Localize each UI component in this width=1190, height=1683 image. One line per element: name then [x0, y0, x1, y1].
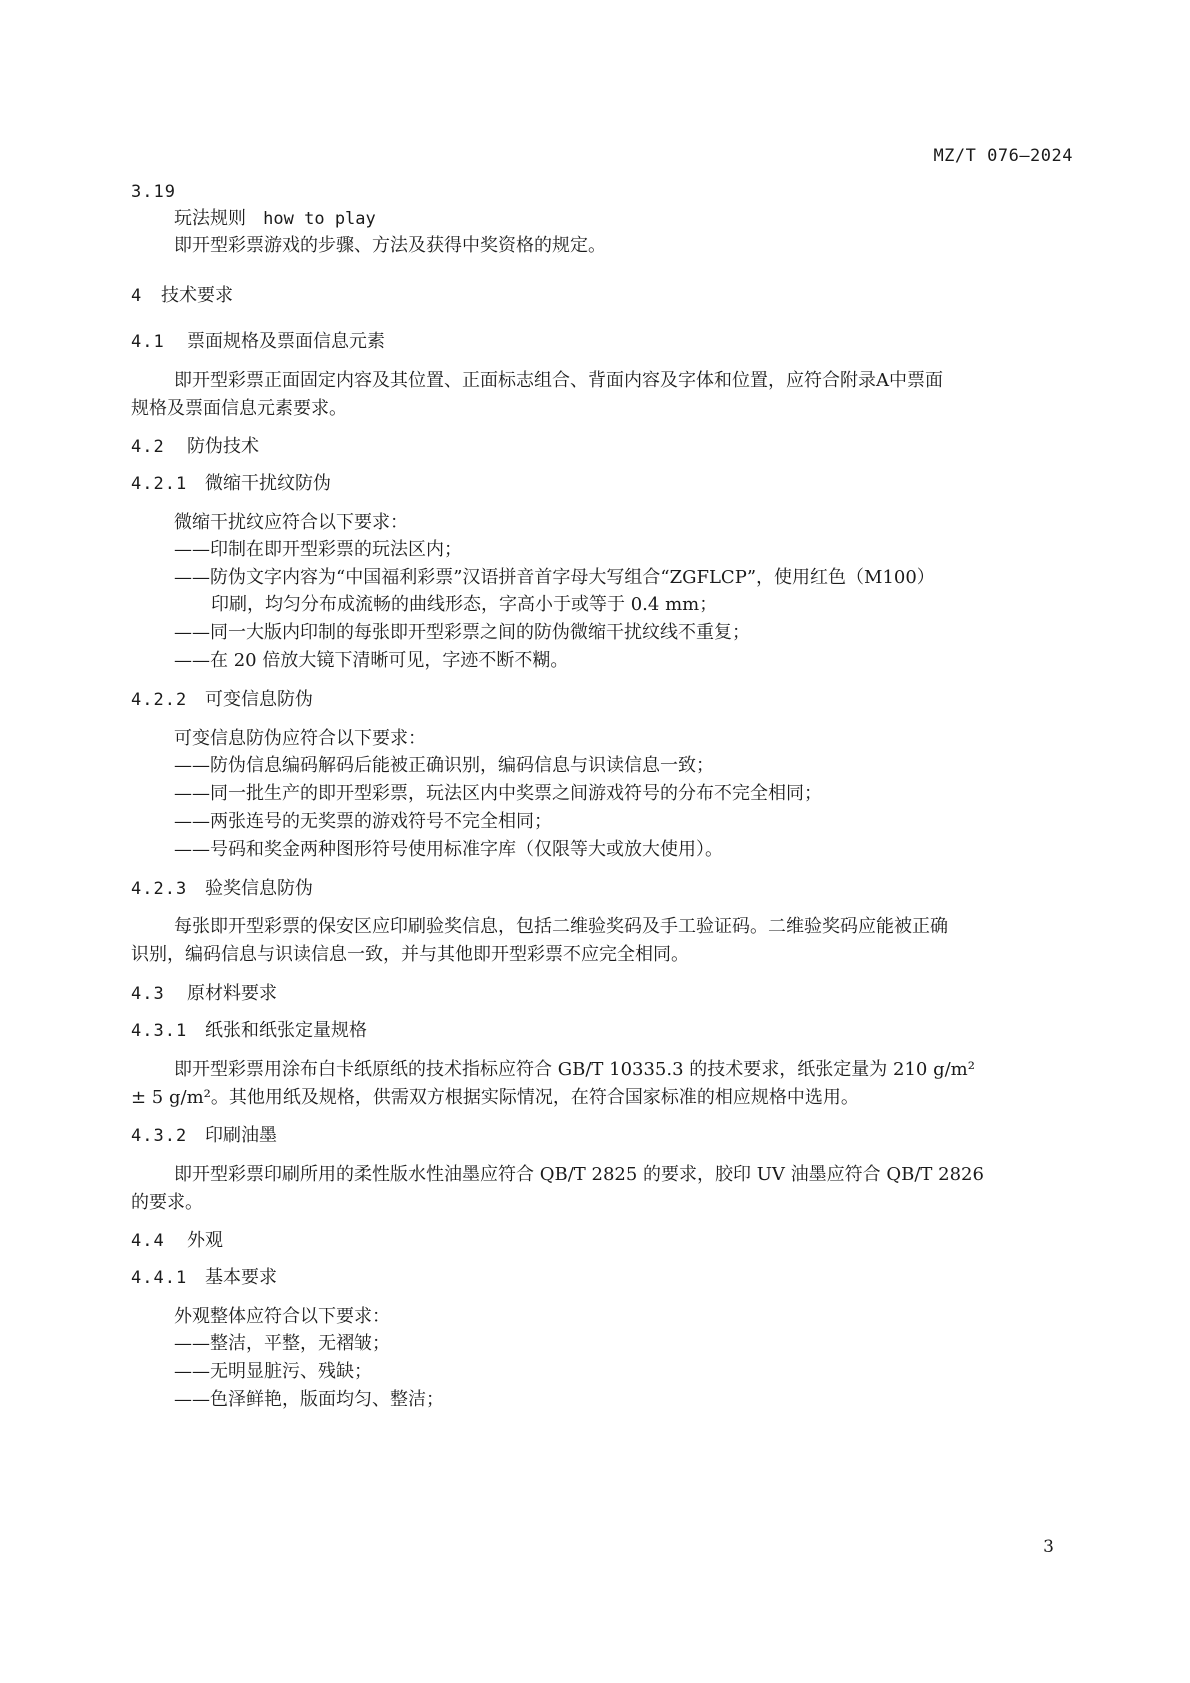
list-intro: 可变信息防伪应符合以下要求： — [174, 728, 426, 749]
list-item: ——印制在即开型彩票的玩法区内； — [174, 539, 462, 560]
list-item: ——两张连号的无奖票的游戏符号不完全相同； — [174, 811, 552, 832]
list-intro: 外观整体应符合以下要求： — [174, 1306, 390, 1327]
section-heading-4-3 — [131, 983, 277, 1005]
section-heading-4-2-1 — [131, 473, 331, 495]
section-title: 基本要求 — [205, 1267, 277, 1288]
section-title: 纸张和纸张定量规格 — [205, 1020, 367, 1041]
section-number: 4.3.2 — [131, 1126, 188, 1146]
section-title: 技术要求 — [161, 285, 233, 306]
section-number: 4.4.1 — [131, 1268, 188, 1288]
section-number: 4.4 — [131, 1231, 165, 1251]
section-number: 4 — [131, 286, 143, 306]
section-number: 4.3.1 — [131, 1021, 188, 1041]
section-title: 原材料要求 — [187, 983, 277, 1004]
section-title: 票面规格及票面信息元素 — [187, 331, 385, 352]
paragraph-line: 即开型彩票正面固定内容及其位置、正面标志组合、背面内容及字体和位置，应符合附录A中票面 — [174, 370, 943, 391]
section-number: 4.2.3 — [131, 879, 188, 899]
paragraph-line: ± 5 g/m²。其他用纸及规格，供需双方根据实际情况，在符合国家标准的相应规格中选用。 — [131, 1087, 859, 1108]
term-chinese: 玩法规则 — [174, 208, 246, 229]
section-title: 印刷油墨 — [205, 1125, 277, 1146]
list-item: ——在 20 倍放大镜下清晰可见，字迹不断不糊。 — [174, 650, 569, 671]
section-title: 防伪技术 — [187, 436, 259, 457]
section-number-3-19: 3.19 — [131, 182, 176, 202]
paragraph-line: 每张即开型彩票的保安区应印刷验奖信息，包括二维验奖码及手工验证码。二维验奖码应能被正确 — [174, 916, 948, 937]
section-title: 微缩干扰纹防伪 — [205, 473, 331, 494]
section-heading-4-2-2 — [131, 689, 313, 711]
list-item: ——整洁，平整，无褶皱； — [174, 1333, 390, 1354]
list-intro: 微缩干扰纹应符合以下要求： — [174, 512, 408, 533]
section-title: 可变信息防伪 — [205, 689, 313, 710]
list-item: ——同一批生产的即开型彩票，玩法区内中奖票之间游戏符号的分布不完全相同； — [174, 783, 822, 804]
section-heading-4-1 — [131, 331, 385, 353]
list-item: ——防伪文字内容为“中国福利彩票”汉语拼音首字母大写组合“ZGFLCP”，使用红色（M100） — [174, 567, 935, 588]
standard-number: MZ/T 076—2024 — [933, 146, 1073, 166]
list-item: ——号码和奖金两种图形符号使用标准字库（仅限等大或放大使用）。 — [174, 839, 723, 860]
section-number: 4.2.1 — [131, 474, 188, 494]
section-heading-4-2-3 — [131, 878, 313, 900]
section-heading-4-4-1 — [131, 1267, 277, 1289]
list-item: ——无明显脏污、残缺； — [174, 1361, 372, 1382]
paragraph-line: 规格及票面信息元素要求。 — [131, 398, 347, 419]
section-title: 验奖信息防伪 — [205, 878, 313, 899]
list-item-continuation: 印刷，均匀分布成流畅的曲线形态，字高小于或等于 0.4 mm； — [211, 594, 718, 615]
list-item: ——防伪信息编码解码后能被正确识别，编码信息与识读信息一致； — [174, 755, 714, 776]
section-heading-4-2 — [131, 436, 259, 458]
section-title: 外观 — [187, 1230, 223, 1251]
paragraph-line: 的要求。 — [131, 1192, 203, 1213]
term-entry — [174, 208, 376, 230]
paragraph-line: 识别，编码信息与识读信息一致，并与其他即开型彩票不应完全相同。 — [131, 944, 689, 965]
section-number: 4.2.2 — [131, 690, 188, 710]
section-number: 4.1 — [131, 332, 165, 352]
paragraph-line: 即开型彩票用涂布白卡纸原纸的技术指标应符合 GB/T 10335.3 的技术要求，纸张定量为 210 g/m² — [174, 1059, 975, 1080]
list-item: ——同一大版内印制的每张即开型彩票之间的防伪微缩干扰纹线不重复； — [174, 622, 750, 643]
section-heading-4-3-1 — [131, 1020, 367, 1042]
term-definition: 即开型彩票游戏的步骤、方法及获得中奖资格的规定。 — [174, 235, 606, 256]
paragraph-line: 即开型彩票印刷所用的柔性版水性油墨应符合 QB/T 2825 的要求，胶印 UV 油墨应符合 QB/T 2826 — [174, 1164, 984, 1185]
term-english: how to play — [263, 209, 376, 229]
section-heading-4 — [131, 285, 233, 307]
section-heading-4-3-2 — [131, 1125, 277, 1147]
list-item: ——色泽鲜艳，版面均匀、整洁； — [174, 1389, 444, 1410]
page-number: 3 — [1043, 1537, 1054, 1557]
section-number: 4.3 — [131, 984, 165, 1004]
section-heading-4-4 — [131, 1230, 223, 1252]
section-number: 4.2 — [131, 437, 165, 457]
